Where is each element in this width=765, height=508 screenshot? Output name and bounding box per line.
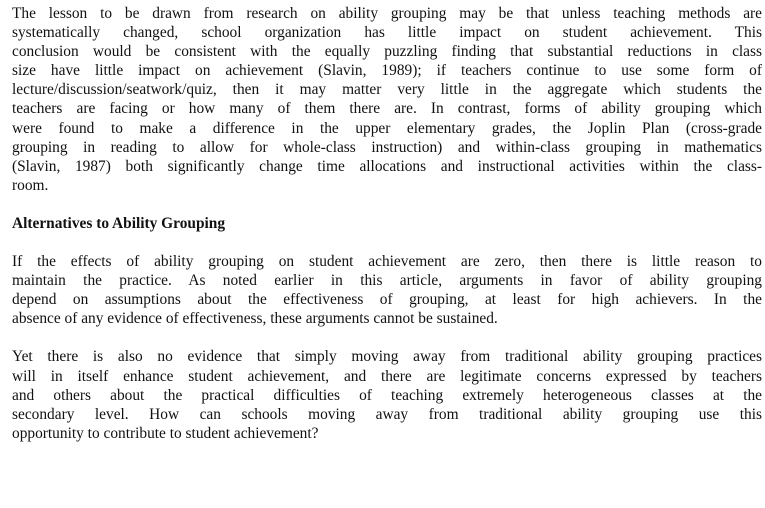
text-line: depend on assumptions about the effectiveness of grouping, at least for high achievers. In the (12, 291, 762, 309)
text-line: room. (12, 176, 49, 194)
text-line: will in itself enhance student achievement, and there are legitimate concerns expressed by teachers (12, 367, 762, 385)
text-line: and others about the practical difficulties of teaching extremely heterogeneous classes at the (12, 386, 762, 404)
text-line: maintain the practice. As noted earlier in this article, arguments in favor of ability grouping (12, 272, 762, 290)
text-line: (Slavin, 1987) both significantly change time allocations and instructional activities within the class- (12, 157, 762, 175)
text-line: teachers are facing or how many of them there are. In contrast, forms of ability grouping which (12, 100, 762, 118)
document-page (12, 4, 762, 443)
paragraph-spacer (12, 195, 762, 214)
text-line: conclusion would be consistent with the equally puzzling finding that substantial reductions in class (12, 43, 762, 61)
text-line: Yet there is also no evidence that simply moving away from traditional ability grouping practices (12, 348, 762, 366)
text-line: opportunity to contribute to student achievement? (12, 424, 319, 442)
text-line: systematically changed, school organization has little impact on student achievement. This (12, 24, 762, 42)
paragraph-effects-zero (12, 252, 762, 328)
text-line: secondary level. How can schools moving away from traditional ability grouping use this (12, 405, 762, 423)
paragraph-spacer (12, 328, 762, 347)
text-line: If the effects of ability grouping on student achievement are zero, then there is little reason to (12, 253, 762, 271)
section-heading: Alternatives to Ability Grouping (12, 214, 226, 232)
text-line: size have little impact on achievement (Slavin, 1989); if teachers continue to use some form of (12, 62, 762, 80)
text-line: were found to make a difference in the upper elementary grades, the Joplin Plan (cross-grade (12, 119, 762, 137)
paragraph-spacer (12, 233, 762, 252)
text-line: lecture/discussion/seatwork/quiz, then it may matter very little in the aggregate which students the (12, 81, 762, 99)
text-line: absence of any evidence of effectiveness, these arguments cannot be sustained. (12, 310, 498, 328)
text-line: grouping in reading to allow for whole-class instruction) and within-class grouping in mathematics (12, 138, 762, 156)
text-line: The lesson to be drawn from research on ability grouping may be that unless teaching methods are (12, 5, 762, 22)
paragraph-no-evidence (12, 347, 762, 442)
paragraph-ability-grouping-lesson (12, 4, 762, 195)
